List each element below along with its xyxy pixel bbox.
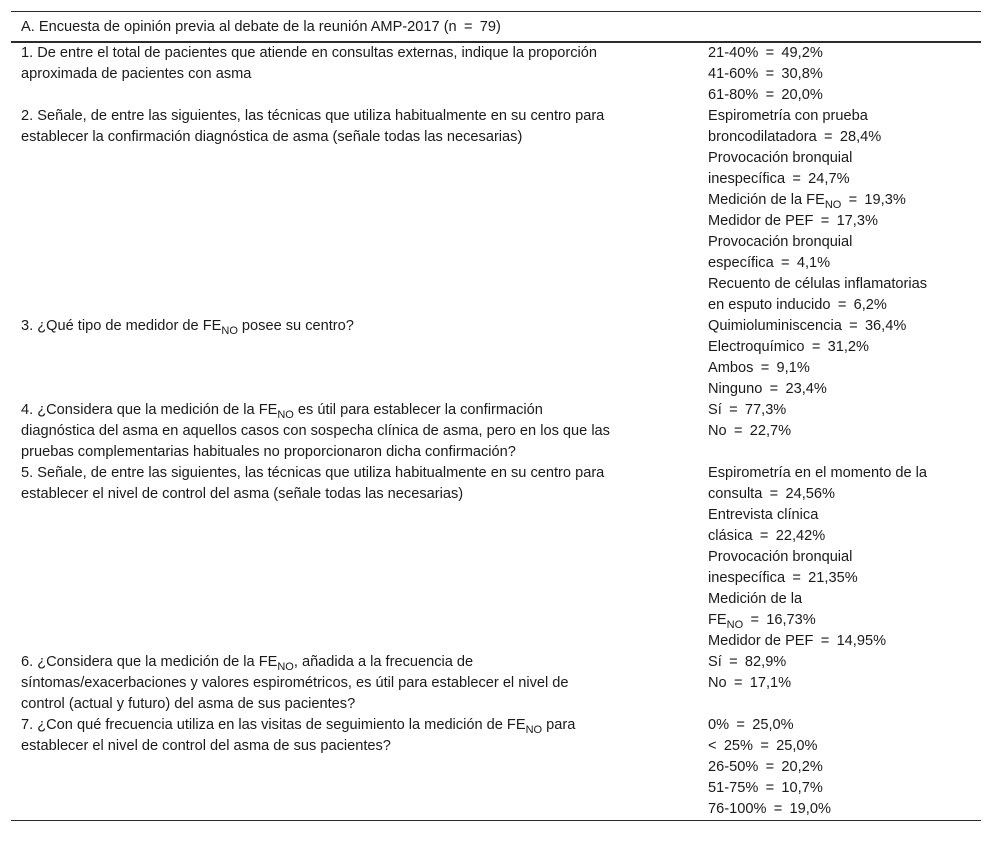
answer-line: Electroquímico = 31,2% [708, 339, 870, 355]
question-line: diagnóstica del asma en aquellos casos con sospecha clínica de asma, pero en los que las [21, 423, 610, 439]
answer-line: < 25% = 25,0% [708, 738, 818, 754]
answer-cell [698, 715, 981, 820]
table-body [11, 43, 981, 820]
question-line: pruebas complementarias habituales no proporcionaron dicha confirmación? [21, 444, 516, 460]
question-line: control (actual y futuro) del asma de sus pacientes? [21, 696, 356, 712]
answer-line: 51-75% = 10,7% [708, 780, 823, 796]
question-line: 5. Señale, de entre las siguientes, las técnicas que utiliza habitualmente en su centro para [21, 465, 605, 481]
question-cell [11, 106, 698, 148]
table-row [11, 463, 981, 652]
answer-line: Sí = 77,3% [708, 402, 787, 418]
question-line: establecer el nivel de control del asma (señale todas las necesarias) [21, 486, 464, 502]
answer-cell [698, 43, 981, 106]
question-line: 6. ¿Considera que la medición de la $FE_{NO}$, añadida a la frecuencia de [21, 654, 474, 673]
table-row [11, 715, 981, 820]
answer-line: No = 22,7% [708, 423, 792, 439]
question-line: aproximada de pacientes con asma [21, 66, 252, 82]
table-row [11, 652, 981, 715]
question-cell [11, 715, 698, 757]
table-row [11, 400, 981, 463]
question-line: 4. ¿Considera que la medición de la $FE_{NO}$ es útil para establecer la confirmación [21, 402, 543, 421]
table-header: A. Encuesta de opinión previa al debate de la reunión AMP-2017 (n = 79) [11, 12, 981, 43]
answer-line: Medidor de PEF = 14,95% [708, 633, 887, 649]
answer-line: Provocación bronquial [708, 234, 853, 250]
answer-cell [698, 400, 981, 442]
answer-line: Ninguno = 23,4% [708, 381, 827, 397]
table-row [11, 43, 981, 106]
answer-line: 76-100% = 19,0% [708, 801, 831, 817]
answer-line: No = 17,1% [708, 675, 792, 691]
answer-cell [698, 106, 981, 316]
answer-line: $FE_{NO}$ = 16,73% [708, 612, 816, 631]
question-line: 7. ¿Con qué frecuencia utiliza en las visitas de seguimiento la medición de $FE_{NO}$ para [21, 717, 576, 736]
table-row [11, 106, 981, 316]
answer-line: Entrevista clínica [708, 507, 819, 523]
answer-line: Quimioluminiscencia = 36,4% [708, 318, 907, 334]
question-line: 1. De entre el total de pacientes que atiende en consultas externas, indique la proporción [21, 45, 598, 61]
question-cell [11, 400, 698, 463]
answer-line: Sí = 82,9% [708, 654, 787, 670]
table-row [11, 316, 981, 400]
answer-line: 26-50% = 20,2% [708, 759, 823, 775]
answer-line: Provocación bronquial [708, 549, 853, 565]
question-cell [11, 652, 698, 715]
answer-line: Espirometría en el momento de la [708, 465, 928, 481]
question-line: establecer el nivel de control del asma de sus pacientes? [21, 738, 391, 754]
answer-line: Ambos = 9,1% [708, 360, 810, 376]
answer-line: Medición de la [708, 591, 803, 607]
answer-line: inespecífica = 21,35% [708, 570, 858, 586]
answer-line: Provocación bronquial [708, 150, 853, 166]
answer-line: Espirometría con prueba [708, 108, 868, 124]
question-line: 2. Señale, de entre las siguientes, las técnicas que utiliza habitualmente en su centro para [21, 108, 605, 124]
answer-line: 61-80% = 20,0% [708, 87, 823, 103]
question-cell [11, 316, 698, 337]
question-cell [11, 463, 698, 505]
answer-cell [698, 652, 981, 694]
answer-line: consulta = 24,56% [708, 486, 835, 502]
question-line: 3. ¿Qué tipo de medidor de $FE_{NO}$ posee su centro? [21, 318, 354, 337]
answer-line: en esputo inducido = 6,2% [708, 297, 887, 313]
answer-line: 41-60% = 30,8% [708, 66, 823, 82]
question-line: síntomas/exacerbaciones y valores espirométricos, es útil para establecer el nivel de [21, 675, 569, 691]
answer-line: Recuento de células inflamatorias [708, 276, 928, 292]
answer-cell [698, 463, 981, 652]
answer-line: broncodilatadora = 28,4% [708, 129, 882, 145]
answer-line: Medición de la $FE_{NO}$ = 19,3% [708, 192, 906, 211]
answer-line: específica = 4,1% [708, 255, 831, 271]
answer-cell [698, 316, 981, 400]
question-cell [11, 43, 698, 85]
answer-line: Medidor de PEF = 17,3% [708, 213, 878, 229]
survey-table [11, 11, 981, 821]
answer-line: inespecífica = 24,7% [708, 171, 850, 187]
answer-line: clásica = 22,42% [708, 528, 826, 544]
answer-line: 21-40% = 49,2% [708, 45, 823, 61]
question-line: establecer la confirmación diagnóstica de asma (señale todas las necesarias) [21, 129, 523, 145]
answer-line: 0% = 25,0% [708, 717, 794, 733]
